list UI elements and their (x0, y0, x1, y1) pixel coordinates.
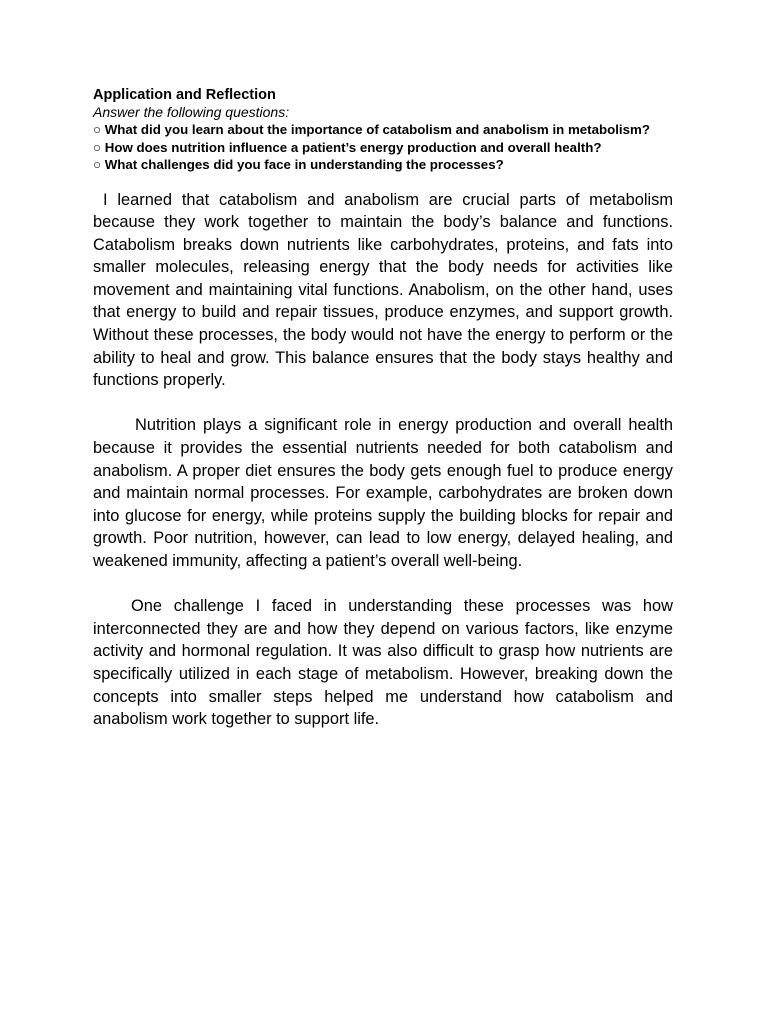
answer-paragraph-2: Nutrition plays a significant role in energy production and overall health because it provides the essential nutrients needed for both catabolism and anabolism. A proper diet ensures the body gets enough fuel to produce energy and maintain normal processes. For example, carbohydrates are broken down into glucose for energy, while proteins supply the building blocks for repair and growth. Poor nutrition, however, can lead to low energy, delayed healing, and weakened immunity, affecting a patient’s overall well-being. (93, 416, 673, 570)
answers-section (93, 189, 673, 731)
question-item-2: ○ How does nutrition influence a patient’s energy production and overall health? (93, 139, 602, 155)
instructions-text: Answer the following questions: (93, 104, 290, 120)
question-list (93, 121, 673, 174)
document-page (93, 86, 673, 753)
answer-paragraph-3: One challenge I faced in understanding these processes was how interconnected they are and how they depend on various factors, like enzyme activity and hormonal regulation. It was also difficult to grasp how nutrients are specifically utilized in each stage of metabolism. However, breaking down the concepts into smaller steps helped me understand how catabolism and anabolism work together to support life. (93, 597, 673, 729)
section-heading: Application and Reflection (93, 87, 276, 103)
question-item-3: ○ What challenges did you face in understanding the processes? (93, 157, 504, 172)
question-item-1: ○ What did you learn about the importance of catabolism and anabolism in metabolism? (93, 122, 650, 137)
answer-paragraph-1: I learned that catabolism and anabolism are crucial parts of metabolism because they work together to maintain the body’s balance and functions. Catabolism breaks down nutrients like carbohydrates, proteins, and fats into smaller molecules, releasing energy that the body needs for activities like movement and maintaining vital functions. Anabolism, on the other hand, uses that energy to build and repair tissues, produce enzymes, and support growth. Without these processes, the body would not have the energy to perform or the ability to heal and grow. This balance ensures that the body stays healthy and functions properly. (93, 190, 673, 390)
